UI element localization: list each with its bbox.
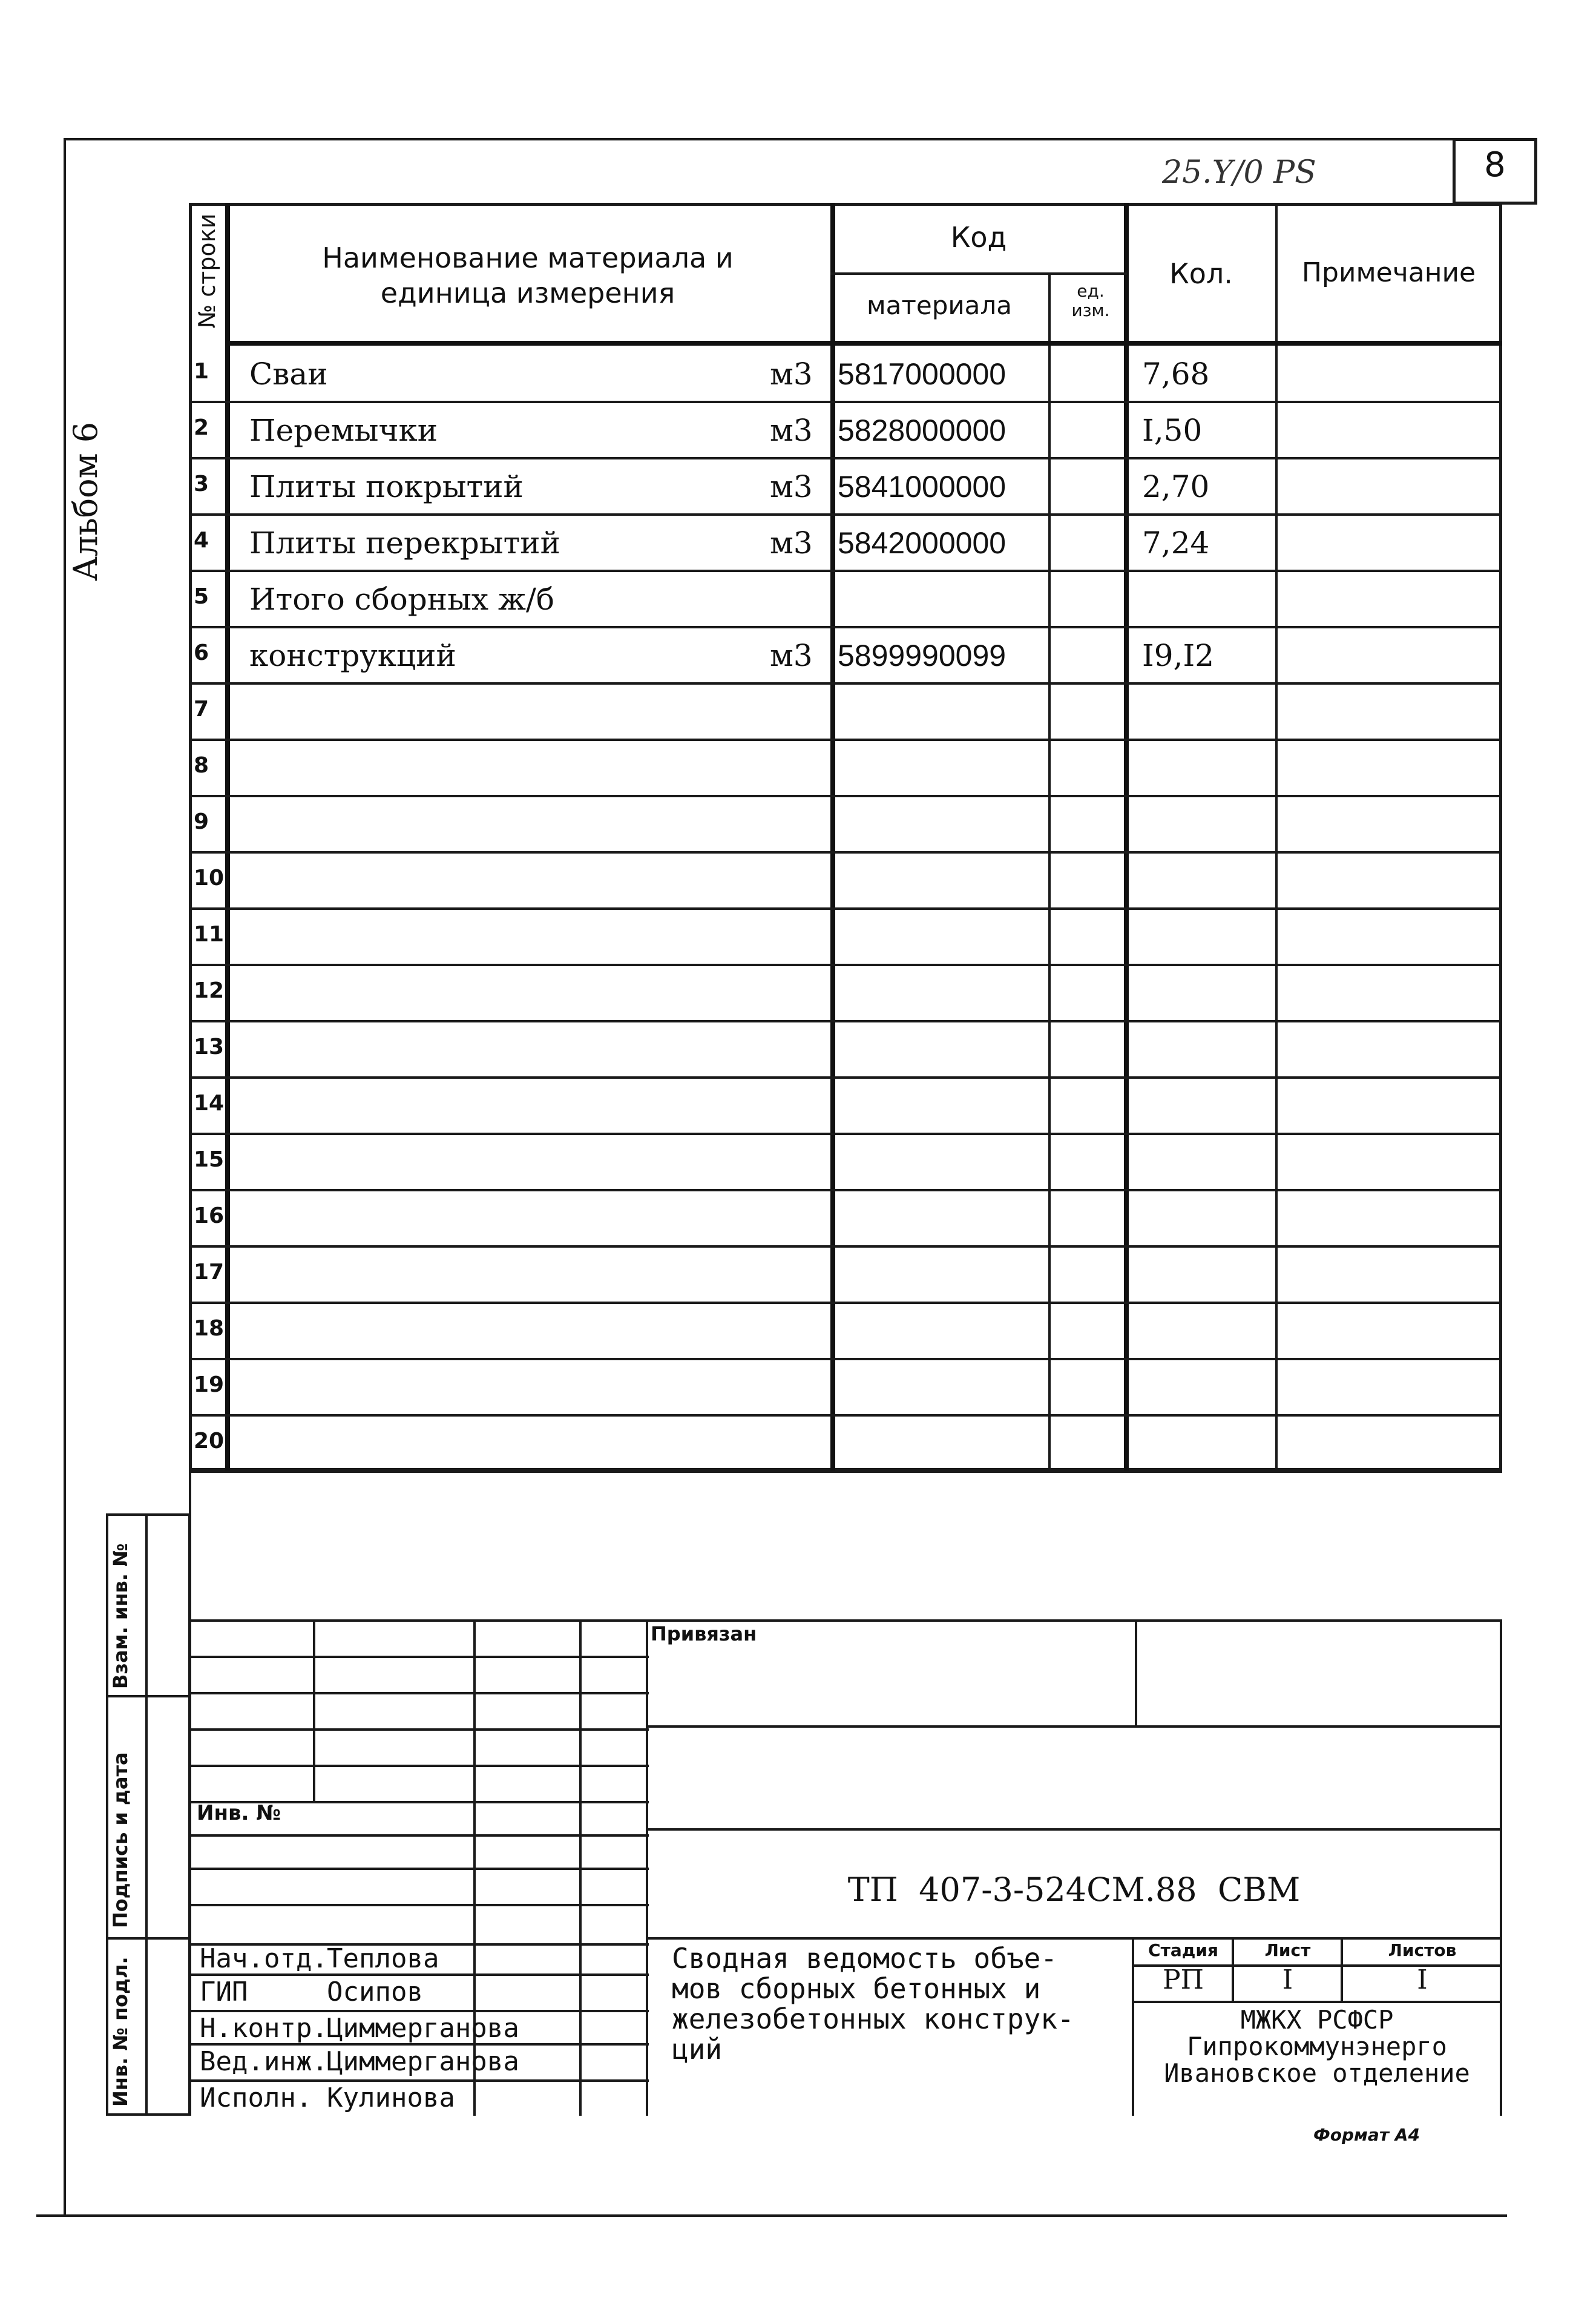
- organization-line: МЖКХ РСФСР: [1240, 2005, 1394, 2035]
- stage-value: РП: [1163, 1964, 1204, 1995]
- signature-name: Циммерганова: [327, 2046, 519, 2077]
- table-row: [189, 1415, 1502, 1472]
- material-code: 5842000000: [838, 526, 1007, 560]
- header-code: Код: [950, 221, 1007, 254]
- material-name: конструкций: [249, 638, 456, 673]
- row-number: 6: [194, 640, 209, 665]
- document-title-line: ций: [672, 2033, 723, 2066]
- material-unit: м3: [770, 638, 813, 673]
- table-row: [189, 1303, 1502, 1359]
- sheet-value: I: [1282, 1964, 1293, 1995]
- signature-role: Исполн.: [200, 2082, 312, 2113]
- quantity: I9,I2: [1142, 638, 1215, 673]
- side-label-inv-podl: Инв. № подл.: [109, 1957, 132, 2107]
- row-number: 18: [194, 1316, 225, 1341]
- table-row: [189, 515, 1502, 571]
- material-name: Плиты покрытий: [249, 469, 524, 504]
- material-name: Сваи: [249, 357, 328, 392]
- row-number: 1: [194, 359, 209, 384]
- row-number: 9: [194, 809, 209, 834]
- document-title-line: Сводная ведомость объе-: [672, 1942, 1057, 1975]
- quantity: 7,68: [1142, 357, 1210, 392]
- material-unit: м3: [770, 469, 813, 504]
- table-row: [189, 571, 1502, 627]
- page-number: 8: [1484, 145, 1506, 185]
- table-row: [189, 346, 1502, 402]
- materials-table: [189, 203, 1502, 1474]
- table-row: [189, 627, 1502, 683]
- table-row: [189, 458, 1502, 515]
- header-material: материала: [866, 291, 1012, 320]
- header-row-no: № строки: [194, 213, 220, 329]
- quantity: 2,70: [1142, 469, 1210, 504]
- material-code: 5828000000: [838, 413, 1007, 447]
- signature-name: Кулинова: [327, 2082, 455, 2113]
- designation: ТП 407-3-524СМ.88 СВМ: [847, 1871, 1301, 1909]
- table-row: [189, 909, 1502, 965]
- table-row: [189, 796, 1502, 852]
- table-row: [189, 1359, 1502, 1415]
- material-name: Плиты перекрытий: [249, 525, 560, 561]
- row-number: 5: [194, 584, 209, 609]
- material-unit: м3: [770, 357, 813, 392]
- document-title: [672, 1943, 1074, 2064]
- signature-role: Н.контр.: [200, 2013, 328, 2044]
- table-row: [189, 1078, 1502, 1134]
- side-label-vzam-inv: Взам. инв. №: [109, 1543, 132, 1689]
- side-label-podpis-data: Подпись и дата: [109, 1752, 132, 1928]
- header-name: Наименование материала и единица измерения: [322, 242, 734, 309]
- table-row: [189, 1246, 1502, 1303]
- organization: [1132, 2007, 1502, 2087]
- organization-line: Ивановское отделение: [1164, 2058, 1470, 2088]
- document-title-line: железобетонных конструк-: [672, 2003, 1074, 2035]
- row-number: 10: [194, 866, 225, 890]
- sheet-header: Лист: [1264, 1940, 1311, 1960]
- row-number: 16: [194, 1203, 225, 1228]
- row-number: 19: [194, 1372, 225, 1397]
- stage-header: Стадия: [1148, 1940, 1218, 1960]
- material-code: 5841000000: [838, 470, 1007, 504]
- row-number: 13: [194, 1035, 225, 1059]
- header-qty: Кол.: [1169, 257, 1233, 290]
- material-code: 5899990099: [838, 639, 1007, 673]
- row-number: 2: [194, 415, 209, 440]
- material-code: 5817000000: [838, 357, 1007, 391]
- left-frame-line: [64, 138, 66, 2214]
- row-number: 11: [194, 922, 225, 947]
- signature-role: Вед.инж.: [200, 2046, 328, 2077]
- row-number: 20: [194, 1429, 225, 1453]
- top-frame-line: [64, 138, 1537, 140]
- bottom-frame-line: [36, 2214, 1507, 2217]
- table-row: [189, 402, 1502, 458]
- inv-no-label: Инв. №: [197, 1801, 281, 1825]
- signature-name: Циммерганова: [327, 2013, 519, 2044]
- material-name: Итого сборных ж/б: [249, 582, 554, 617]
- row-number: 12: [194, 978, 225, 1003]
- header-note: Примечание: [1301, 257, 1476, 288]
- material-name: Перемычки: [249, 413, 438, 448]
- sheets-header: Листов: [1388, 1940, 1457, 1960]
- row-number: 7: [194, 697, 209, 722]
- table-row: [189, 740, 1502, 796]
- table-row: [189, 1190, 1502, 1246]
- quantity: I,50: [1142, 413, 1203, 448]
- header-unit: ед. изм.: [1071, 281, 1110, 320]
- table-row: [189, 683, 1502, 740]
- organization-line: Гипрокоммунэнерго: [1187, 2032, 1447, 2061]
- signature-name: Теплова: [327, 1943, 439, 1974]
- signature-role: ГИП: [200, 1977, 248, 2007]
- row-number: 4: [194, 528, 209, 553]
- format-label: Формат А4: [1313, 2125, 1420, 2145]
- document-title-line: мов сборных бетонных и: [672, 1972, 1041, 2005]
- row-number: 14: [194, 1091, 225, 1116]
- table-row: [189, 852, 1502, 909]
- material-unit: м3: [770, 413, 813, 448]
- table-row: [189, 965, 1502, 1021]
- sheets-value: I: [1417, 1964, 1428, 1995]
- table-row: [189, 1021, 1502, 1078]
- material-unit: м3: [770, 525, 813, 561]
- row-number: 17: [194, 1260, 225, 1285]
- doc-reference: 25.Y/0 PS: [1162, 154, 1316, 191]
- row-number: 15: [194, 1147, 225, 1172]
- privyazan-label: Привязан: [651, 1622, 757, 1645]
- quantity: 7,24: [1142, 525, 1210, 561]
- row-number: 3: [194, 472, 209, 496]
- signature-role: Нач.отд.: [200, 1943, 328, 1974]
- row-number: 8: [194, 753, 209, 778]
- album-label: Альбом 6: [67, 421, 105, 581]
- table-row: [189, 1134, 1502, 1190]
- signature-name: Осипов: [327, 1977, 423, 2007]
